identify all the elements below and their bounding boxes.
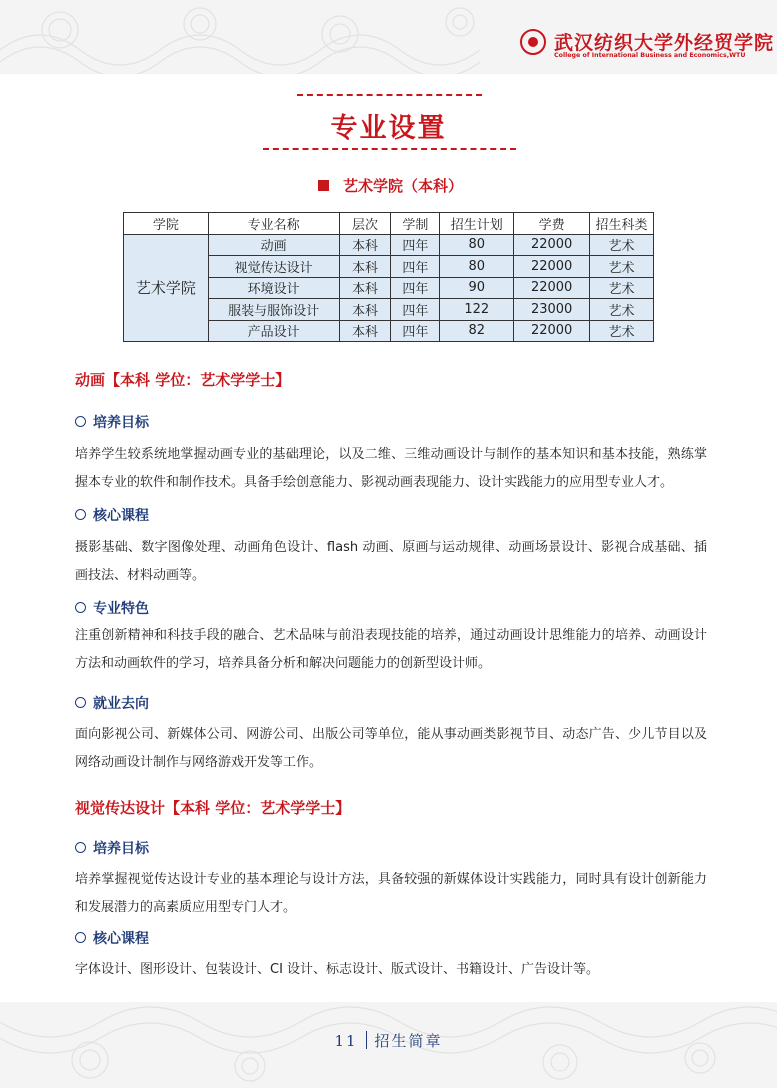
subheading-core-courses [75,505,149,525]
program-table [123,212,654,342]
table-cell: 22000 [514,320,590,342]
table-cell: 本科 [339,299,391,321]
table-cell: 本科 [339,234,391,256]
table-cell: 四年 [391,320,440,342]
table-header-cell: 招生计划 [440,213,514,235]
table-cell: 80 [440,256,514,278]
subheading-training-goal [75,838,149,858]
paragraph-career: 面向影视公司、新媒体公司、网游公司、出版公司等单位，能从事动画类影视节目、动态广告、少儿节目以及网络动画设计制作与网络游戏开发等工作。 [75,727,707,770]
table-cell: 本科 [339,277,391,299]
table-cell: 122 [440,299,514,321]
college-name-en: College of International Business and Economics,WTU [554,52,746,59]
table-cell: 动画 [208,234,339,256]
circle-bullet-icon [75,842,86,853]
table-cell: 22000 [514,234,590,256]
table-cell: 艺术 [590,256,654,278]
circle-bullet-icon [75,416,86,427]
subheading-label: 核心课程 [93,508,149,524]
table-cell: 艺术 [590,234,654,256]
subheading-training-goal [75,412,149,432]
table-cell: 服装与服饰设计 [208,299,339,321]
major-title-animation: 动画【本科 学位：艺术学学士】 [75,371,291,389]
college-name-cn: 武汉纺织大学外经贸学院 [554,32,775,54]
table-cell: 视觉传达设计 [208,256,339,278]
square-bullet-icon [318,180,329,191]
table-header-cell: 学院 [124,213,209,235]
table-cell: 艺术 [590,299,654,321]
paragraph-training-goal: 培养学生较系统地掌握动画专业的基础理论，以及二维、三维动画设计与制作的基本知识和基本技能，熟练掌握本专业的软件和制作技术。具备手绘创意能力、影视动画表现能力、设计实践能力的应用型专业人才。 [75,447,707,490]
major-title-visual-communication: 视觉传达设计【本科 学位：艺术学学士】 [75,799,351,817]
table-cell: 90 [440,277,514,299]
table-row [124,234,654,256]
footer-label: 招生简章 [374,1032,443,1050]
table-cell: 本科 [339,256,391,278]
table-cell: 四年 [391,256,440,278]
table-header-cell: 层次 [339,213,391,235]
table-cell: 产品设计 [208,320,339,342]
table-cell: 艺术 [590,277,654,299]
table-cell: 23000 [514,299,590,321]
table-header-cell: 学制 [391,213,440,235]
table-header-cell: 学费 [514,213,590,235]
page-footer [0,1030,777,1051]
table-cell: 四年 [391,234,440,256]
title-divider-bottom [263,148,516,150]
table-cell: 22000 [514,277,590,299]
title-divider-top [297,94,482,96]
college-seal-icon [520,29,546,55]
circle-bullet-icon [75,509,86,520]
table-cell: 82 [440,320,514,342]
table-header-cell: 专业名称 [208,213,339,235]
section-heading [318,175,463,196]
table-cell: 艺术 [590,320,654,342]
paragraph-core-courses: 字体设计、图形设计、包装设计、CI 设计、标志设计、版式设计、书籍设计、广告设计等。 [75,962,600,977]
table-cell: 本科 [339,320,391,342]
table-cell: 22000 [514,256,590,278]
subheading-features [75,598,149,618]
table-header-cell: 招生科类 [590,213,654,235]
subheading-label: 就业去向 [93,696,149,712]
page-number: 11 [334,1032,358,1050]
subheading-label: 核心课程 [93,931,149,947]
circle-bullet-icon [75,697,86,708]
subheading-core-courses [75,928,149,948]
subheading-label: 培养目标 [93,841,149,857]
college-cell: 艺术学院 [124,234,209,342]
subheading-career [75,693,149,713]
section-heading-text: 艺术学院（本科） [343,177,464,195]
table-header-row [124,213,654,235]
table-cell: 四年 [391,299,440,321]
circle-bullet-icon [75,602,86,613]
circle-bullet-icon [75,932,86,943]
table-cell: 四年 [391,277,440,299]
page-title: 专业设置 [330,113,447,144]
footer-divider [366,1031,367,1049]
paragraph-training-goal: 培养掌握视觉传达设计专业的基本理论与设计方法，具备较强的新媒体设计实践能力，同时具有设计创新能力和发展潜力的高素质应用型专门人才。 [75,872,707,915]
paragraph-features: 注重创新精神和科技手段的融合、艺术品味与前沿表现技能的培养，通过动画设计思维能力的培养、动画设计方法和动画软件的学习，培养具备分析和解决问题能力的创新型设计师。 [75,628,707,671]
table-cell: 80 [440,234,514,256]
table-cell: 环境设计 [208,277,339,299]
subheading-label: 培养目标 [93,415,149,431]
subheading-label: 专业特色 [93,601,149,617]
title-block [0,88,777,160]
college-logo [520,22,775,66]
paragraph-core-courses: 摄影基础、数字图像处理、动画角色设计、flash 动画、原画与运动规律、动画场景设计、影视合成基础、插画技法、材料动画等。 [75,540,707,583]
